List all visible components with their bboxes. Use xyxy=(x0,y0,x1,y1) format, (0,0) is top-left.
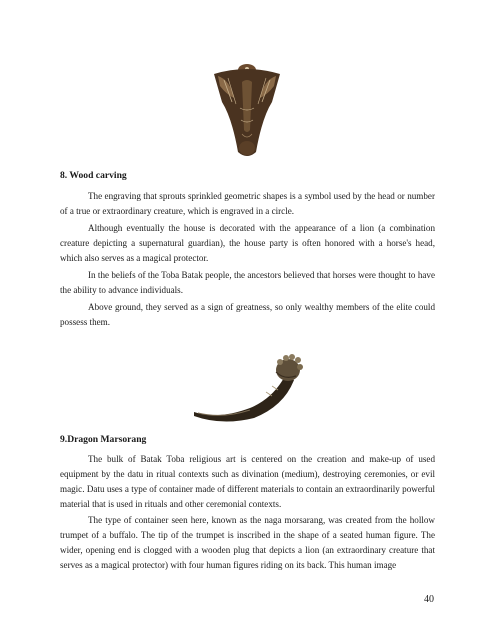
paragraph: Above ground, they served as a sign of greatness, so only wealthy members of the elite could possess them. xyxy=(60,302,435,327)
section-heading-wood-carving: 8. Wood carving xyxy=(60,170,127,181)
paragraph: The engraving that sprouts sprinkled geometric shapes is a symbol used by the head or number of a true or extraordinary creature, which is engraved in a circle. xyxy=(60,191,435,216)
paragraph: Although eventually the house is decorated with the appearance of a lion (a combination creature depicting a supernatural guardian), the house party is often honored with a horse's head, which also serves as a magical protector. xyxy=(60,223,435,263)
dragon-marsorang-photo xyxy=(188,346,308,424)
paragraph: The type of container seen here, known as the naga morsarang, was created from the hollow trumpet of a buffalo. The tip of the trumpet is inscribed in the shape of a seated human figure. The wider, opening end is clogged with a wooden plug that depicts a lion (an extraordinary creature that serves as a magical protector) with four human figures riding on its back. This human image xyxy=(60,515,435,570)
paragraph: In the beliefs of the Toba Batak people, the ancestors believed that horses were thought to have the ability to advance individuals. xyxy=(60,270,435,295)
page-number: 40 xyxy=(424,594,434,605)
paragraph: The bulk of Batak Toba religious art is centered on the creation and make-up of used equipment by the datu in ritual contexts such as divination (medium), destroying ceremonies, or evil magic. Datu uses a type of container made of different materials to contain an extraordinarily powerful material that is used in rituals and other ceremonial contexts. xyxy=(60,454,435,509)
section-heading-dragon-marsorang: 9.Dragon Marsorang xyxy=(60,434,147,445)
wood-carving-photo xyxy=(206,60,288,164)
